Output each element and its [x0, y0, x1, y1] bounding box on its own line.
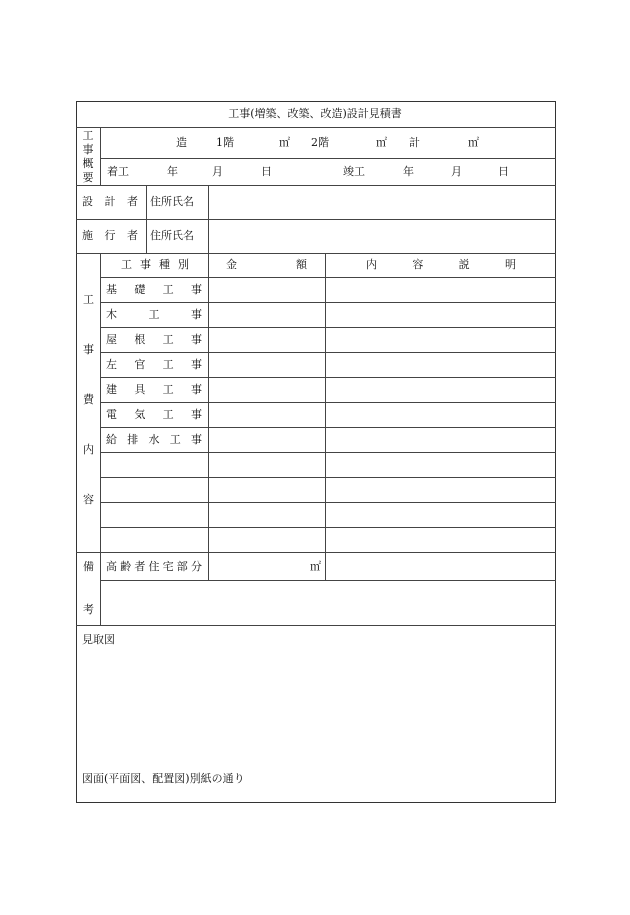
row-electrical: 電 気 工 事 [106, 408, 202, 421]
floor1-label: 1階 [216, 136, 234, 149]
row-roofing: 屋 根 工 事 [106, 333, 202, 346]
row-fittings: 建 具 工 事 [106, 383, 202, 396]
designer-field: 住所氏名 [150, 195, 194, 208]
elderly-housing-label: 高 齢 者 住 宅 部 分 [106, 560, 202, 573]
row-plastering: 左 官 工 事 [106, 358, 202, 371]
total-unit: ㎡ [468, 136, 479, 149]
start-day: 日 [261, 165, 272, 178]
floor2-label: 2階 [311, 136, 329, 149]
total-label: 計 [409, 136, 420, 149]
remarks-side-1: 備 [83, 560, 94, 573]
floor2-unit: ㎡ [376, 136, 387, 149]
finish-label: 竣工 [343, 165, 365, 178]
start-label: 着工 [107, 165, 129, 178]
form-title: 工事(増築、改築、改造)設計見積書 [228, 107, 402, 120]
finish-day: 日 [498, 165, 509, 178]
builder-label: 施 行 者 [82, 229, 138, 242]
cost-side-3: 費 [83, 393, 94, 406]
start-month: 月 [212, 165, 223, 178]
row-plumbing: 給 排 水 工 事 [106, 433, 202, 446]
cost-side-1: 工 [83, 293, 94, 306]
header-amount: 金 額 [226, 258, 307, 271]
builder-field: 住所氏名 [150, 229, 194, 242]
finish-month: 月 [451, 165, 462, 178]
structure-suffix: 造 [176, 136, 187, 149]
finish-year: 年 [403, 165, 414, 178]
row-foundation: 基 礎 工 事 [106, 283, 202, 296]
remarks-side-2: 考 [83, 603, 94, 616]
cost-side-2: 事 [83, 343, 94, 356]
header-description: 内 容 説 明 [366, 258, 516, 271]
start-year: 年 [167, 165, 178, 178]
cost-side-4: 内 [83, 443, 94, 456]
header-type: 工 事 種 別 [121, 258, 189, 271]
sketch-footer: 図面(平面図、配置図)別紙の通り [82, 772, 245, 785]
floor1-unit: ㎡ [279, 136, 290, 149]
overview-side-label: 工 事 概 要 [82, 129, 94, 184]
row-carpentry: 木 工 事 [106, 308, 202, 321]
cost-side-5: 容 [83, 493, 94, 506]
elderly-housing-unit: ㎡ [310, 560, 321, 573]
sketch-label: 見取図 [82, 633, 115, 646]
designer-label: 設 計 者 [82, 195, 138, 208]
